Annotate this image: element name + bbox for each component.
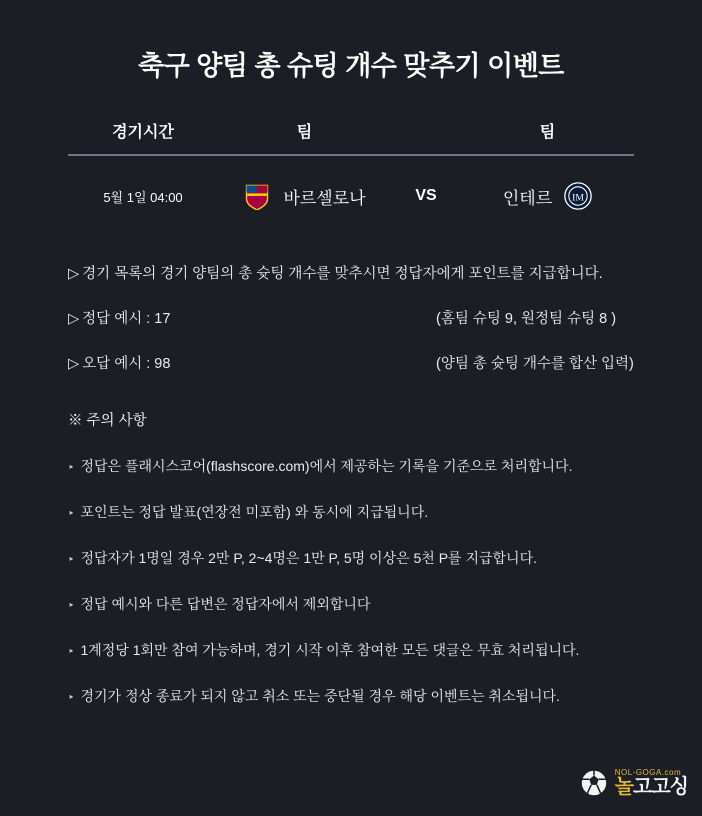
watermark-brand [615,777,688,797]
table-row [68,156,634,222]
bullet-icon: ‣ [68,600,75,612]
rule-marker: ▷ [68,356,80,372]
home-team-name: 바르셀로나 [283,188,366,208]
page-title: 축구 양팀 총 슈팅 개수 맞추기 이벤트 [138,51,564,81]
notice-item [68,640,634,660]
watermark-brand-left: 놀 [614,776,634,798]
barcelona-crest-icon [243,182,271,210]
match-table-header [68,119,634,156]
match-time: 5월 1일 04:00 [103,189,183,205]
notice-item-text: 1계정당 1회만 참여 가능하며, 경기 시작 이후 참여한 모든 댓글은 무효 처리됩니다. [80,642,580,658]
bullet-icon: ‣ [68,508,75,520]
soccer-ball-icon [579,768,609,798]
rule-marker: ▷ [68,311,80,327]
column-header-home-team: 팀 [296,124,313,141]
rule-note: (홈팀 슈팅 9, 원정팀 슈팅 8 ) [436,311,617,327]
bullet-icon: ‣ [68,554,75,566]
away-team-name: 인테르 [502,188,553,208]
notice-title: ※ 주의 사항 [68,413,147,429]
bullet-icon: ‣ [68,646,75,658]
rule-line [68,262,634,283]
rule-line [68,307,634,328]
rule-text: 정답 예시 : 17 [82,311,171,327]
rule-marker: ▷ [68,266,80,282]
vs-label: VS [415,187,437,204]
notice-item-text: 정답자가 1명일 경우 2만 P, 2~4명은 1만 P, 5명 이상은 5천 P를 지급합니다. [80,550,537,566]
notice-item [68,502,634,522]
away-team-cell [461,182,634,210]
notice-item [68,456,634,476]
bullet-icon: ‣ [68,692,75,704]
rule-text: 오답 예시 : 98 [82,356,171,372]
inter-milan-crest-icon [564,182,592,210]
rule-note: (양팀 총 슛팅 개수를 합산 입력) [436,356,634,372]
rule-text: 경기 목록의 경기 양팀의 총 슛팅 개수를 맞추시면 정답자에게 포인트를 지급합니다. [82,266,603,282]
svg-text:IM: IM [572,192,585,204]
notice-item-text: 정답은 플래시스코어(flashscore.com)에서 제공하는 기록을 기준으로 처리합니다. [80,458,573,474]
rules-section [68,262,634,706]
notice-item-text: 경기가 정상 종료가 되지 않고 취소 또는 중단될 경우 해당 이벤트는 취소됩니다. [80,688,560,704]
notice-item [68,686,634,706]
watermark-text [615,769,688,797]
column-header-away-team: 팀 [539,124,556,141]
watermark-brand-right: 고고싱 [633,776,688,798]
bullet-icon: ‣ [68,462,75,474]
rule-line [68,352,634,373]
watermark-domain: NOL-GOGA.com [614,768,682,777]
notice-item [68,594,634,614]
column-header-time: 경기시간 [112,124,174,141]
notice-item [68,548,634,568]
site-watermark [579,768,688,798]
notice-item-text: 정답 예시와 다른 답변은 정답자에서 제외합니다 [80,596,371,612]
match-table [68,119,634,222]
notice-item-text: 포인트는 정답 발표(연장전 미포함) 와 동시에 지급됩니다. [80,504,429,520]
home-team-cell [218,182,391,210]
